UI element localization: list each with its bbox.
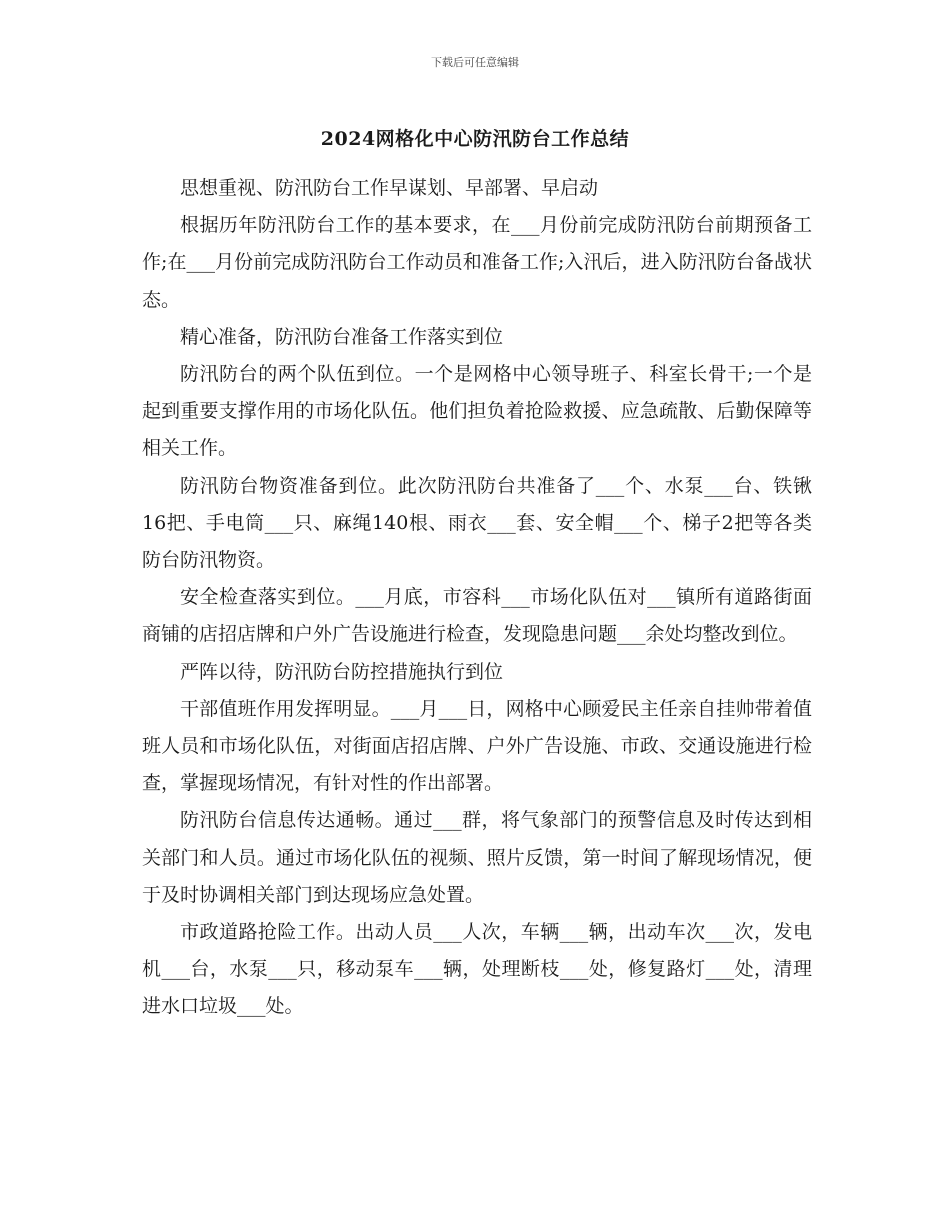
document-title: 2024网格化中心防汛防台工作总结 bbox=[320, 128, 630, 150]
header-note: 下载后可任意编辑 bbox=[431, 56, 519, 69]
paragraph: 精心准备，防汛防台准备工作落实到位 bbox=[180, 325, 504, 348]
paragraph: 市政道路抢险工作。出动人员___人次，车辆___辆，出动车次___次，发电机___台，水泵___只，移动泵车___辆，处理断枝___处，修复路灯___处，清理进水口垃圾___处。 bbox=[142, 921, 812, 1018]
paragraph: 防汛防台信息传达通畅。通过___群，将气象部门的预警信息及时传达到相关部门和人员。通过市场化队伍的视频、照片反馈，第一时间了解现场情况，便于及时协调相关部门到达现场应急处置。 bbox=[142, 809, 812, 906]
paragraph: 根据历年防汛防台工作的基本要求，在___月份前完成防汛防台前期预备工作;在___月份前完成防汛防台工作动员和准备工作;入汛后，进入防汛防台备战状态。 bbox=[142, 214, 812, 311]
paragraph: 干部值班作用发挥明显。___月___日，网格中心顾爱民主任亲自挂帅带着值班人员和市场化队伍，对街面店招店牌、户外广告设施、市政、交通设施进行检查，掌握现场情况，有针对性的作出部署。 bbox=[142, 697, 812, 795]
document-body bbox=[142, 170, 812, 1026]
paragraph: 思想重视、防汛防台工作早谋划、早部署、早启动 bbox=[180, 177, 599, 199]
paragraph: 安全检查落实到位。___月底，市容科___市场化队伍对___镇所有道路街面商铺的店招店牌和户外广告设施进行检查，发现隐患问题___余处均整改到位。 bbox=[142, 586, 812, 646]
paragraph: 严阵以待，防汛防台防控措施执行到位 bbox=[180, 660, 504, 683]
paragraph: 防汛防台的两个队伍到位。一个是网格中心领导班子、科室长骨干;一个是起到重要支撑作用的市场化队伍。他们担负着抢险救援、应急疏散、后勤保障等相关工作。 bbox=[142, 363, 812, 460]
paragraph: 防汛防台物资准备到位。此次防汛防台共准备了___个、水泵___台、铁锹16把、手电筒___只、麻绳140根、雨衣___套、安全帽___个、梯子2把等各类防台防汛物资。 bbox=[142, 474, 812, 572]
